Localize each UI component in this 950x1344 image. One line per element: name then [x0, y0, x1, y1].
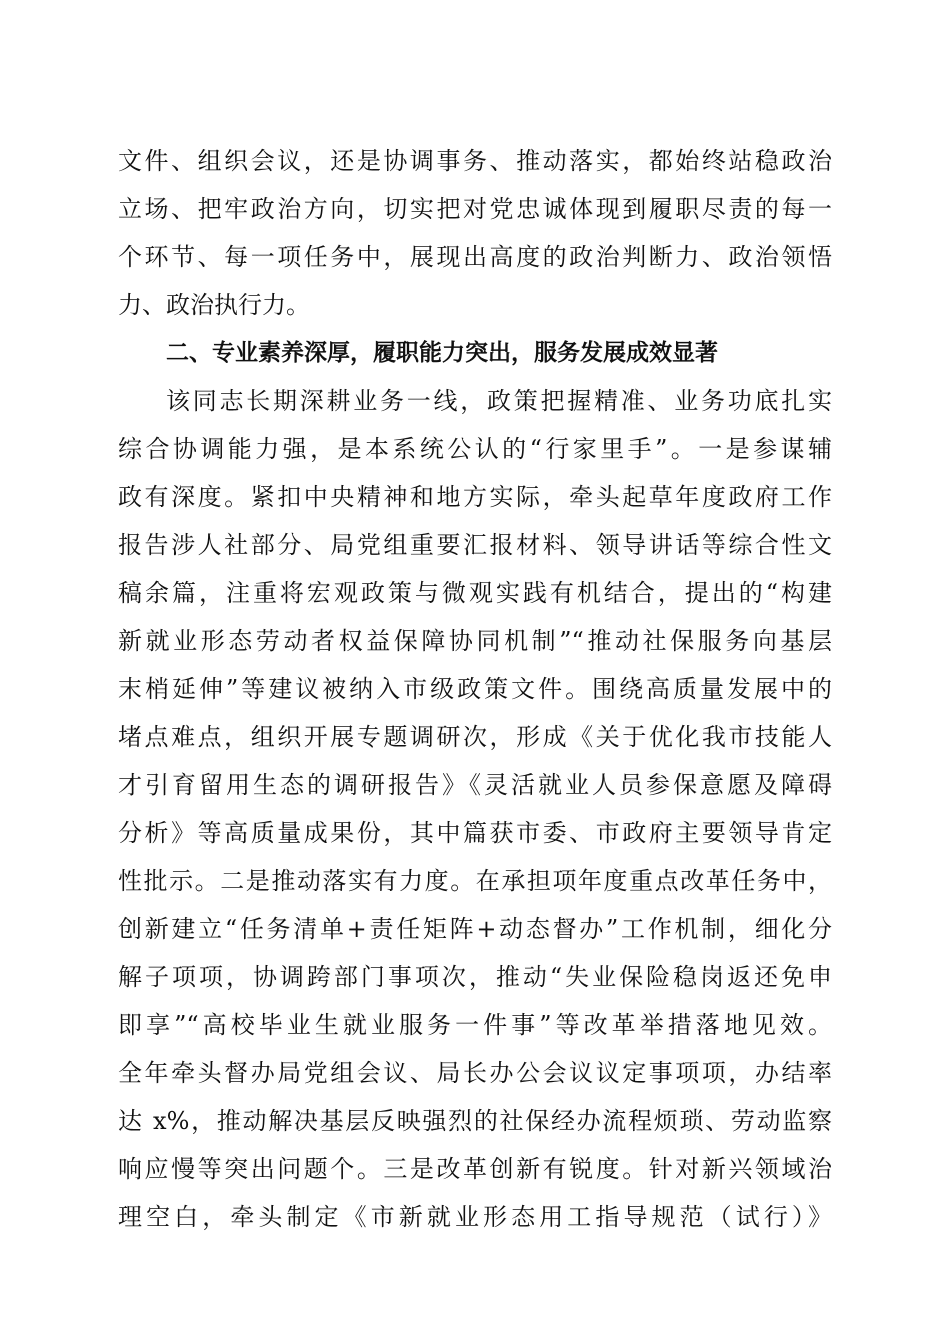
- paragraph-line: 该同志长期深耕业务一线，政策把握精准、业务功底扎实: [166, 387, 832, 415]
- paragraph-line: 个环节、每一项任务中，展现出高度的政治判断力、政治领悟: [118, 243, 832, 271]
- paragraph-line: 全年牵头督办局党组会议、局长办公会议议定事项项，办结率: [118, 1059, 832, 1087]
- paragraph-line: 综合协调能力强，是本系统公认的“行家里手”。一是参谋辅: [118, 435, 832, 463]
- paragraph-line: 创新建立“任务清单+责任矩阵+动态督办”工作机制，细化分: [118, 915, 832, 943]
- paragraph-line: 文件、组织会议，还是协调事务、推动落实，都始终站稳政治: [118, 147, 832, 175]
- paragraph-line: 政有深度。紧扣中央精神和地方实际，牵头起草年度政府工作: [118, 483, 832, 511]
- paragraph-line: 立场、把牢政治方向，切实把对党忠诚体现到履职尽责的每一: [118, 195, 832, 223]
- paragraph-line: 才引育留用生态的调研报告》《灵活就业人员参保意愿及障碍: [118, 771, 832, 799]
- paragraph-line: 响应慢等突出问题个。三是改革创新有锐度。针对新兴领域治: [118, 1155, 832, 1183]
- paragraph-line: 分析》等高质量成果份，其中篇获市委、市政府主要领导肯定: [118, 819, 832, 847]
- paragraph-line: 理空白，牵头制定《市新就业形态用工指导规范（试行）》: [118, 1203, 832, 1231]
- paragraph-line: 报告涉人社部分、局党组重要汇报材料、领导讲话等综合性文: [118, 531, 832, 559]
- paragraph-line: 解子项项，协调跨部门事项次，推动“失业保险稳岗返还免申: [118, 963, 832, 991]
- paragraph-line: 新就业形态劳动者权益保障协同机制”“推动社保服务向基层: [118, 627, 832, 655]
- paragraph-line: 力、政治执行力。: [118, 291, 310, 319]
- paragraph-line: 末梢延伸”等建议被纳入市级政策文件。围绕高质量发展中的: [118, 675, 832, 703]
- paragraph-line: 性批示。二是推动落实有力度。在承担项年度重点改革任务中，: [118, 867, 832, 895]
- paragraph-line: 达 x%，推动解决基层反映强烈的社保经办流程烦琐、劳动监察: [118, 1107, 832, 1135]
- section-heading: 二、专业素养深厚，履职能力突出，服务发展成效显著: [166, 340, 718, 366]
- paragraph-line: 堵点难点，组织开展专题调研次，形成《关于优化我市技能人: [118, 723, 832, 751]
- paragraph-line: 稿余篇，注重将宏观政策与微观实践有机结合，提出的“构建: [118, 579, 832, 607]
- paragraph-line: 即享”“高校毕业生就业服务一件事”等改革举措落地见效。: [118, 1011, 832, 1039]
